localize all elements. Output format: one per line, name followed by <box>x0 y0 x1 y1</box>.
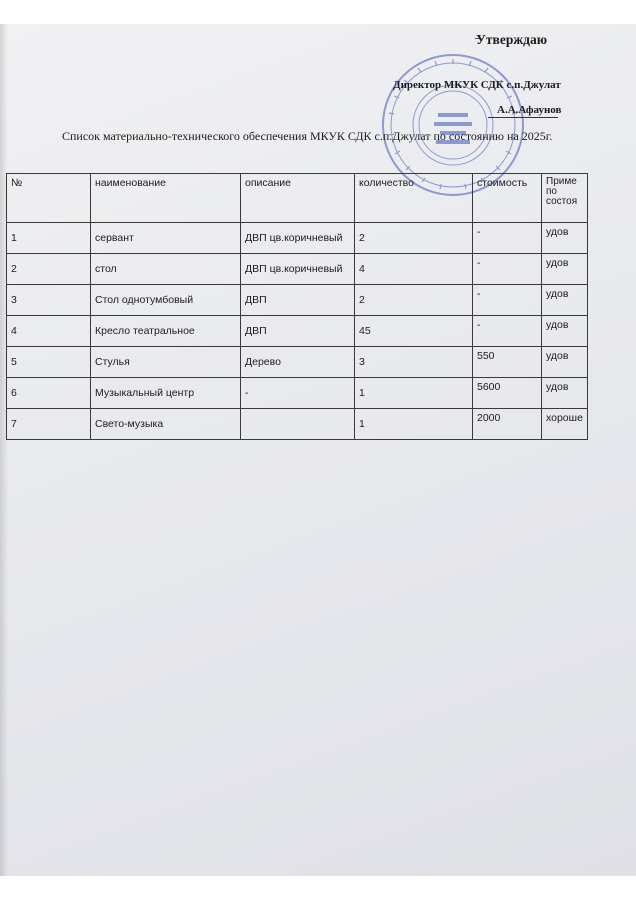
cell-name: Свето-музыка <box>91 409 241 440</box>
table-header-row <box>7 174 588 223</box>
cell-description: - <box>241 378 355 409</box>
header-note-line: по <box>546 186 557 197</box>
table-row <box>7 285 588 316</box>
cell-number: 7 <box>7 409 91 440</box>
header-note-line: состоя <box>546 196 578 207</box>
header-name: наименование <box>91 174 241 223</box>
cell-quantity: 3 <box>355 347 473 378</box>
table-row <box>7 347 588 378</box>
cell-quantity: 45 <box>355 316 473 347</box>
cell-name: стол <box>91 254 241 285</box>
cell-note: удов <box>542 378 588 409</box>
signature-name: А.А.Афаунов <box>497 104 562 116</box>
cell-number: 1 <box>7 223 91 254</box>
cell-cost: - <box>473 316 542 347</box>
cell-description: ДВП <box>241 316 355 347</box>
header-cost: стоимость <box>473 174 542 223</box>
cell-number: 6 <box>7 378 91 409</box>
header-note <box>542 174 588 223</box>
cell-note: удов <box>542 347 588 378</box>
cell-number: 3 <box>7 285 91 316</box>
director-line: Директор МКУК СДК с.п.Джулат <box>393 79 561 91</box>
cell-description: ДВП цв.коричневый <box>241 254 355 285</box>
cell-cost: 5600 <box>473 378 542 409</box>
table-row <box>7 254 588 285</box>
cell-name: сервант <box>91 223 241 254</box>
cell-cost: 2000 <box>473 409 542 440</box>
inventory-table <box>6 173 588 440</box>
cell-name: Музыкальный центр <box>91 378 241 409</box>
cell-note: хороше <box>542 409 588 440</box>
table-row <box>7 223 588 254</box>
cell-quantity: 4 <box>355 254 473 285</box>
cell-quantity: 1 <box>355 409 473 440</box>
cell-number: 5 <box>7 347 91 378</box>
page-shadow <box>0 24 8 876</box>
cell-description: Дерево <box>241 347 355 378</box>
cell-number: 2 <box>7 254 91 285</box>
table-row <box>7 378 588 409</box>
cell-quantity: 2 <box>355 223 473 254</box>
approval-title: Утверждаю <box>476 32 548 47</box>
header-description: описание <box>241 174 355 223</box>
table-row <box>7 316 588 347</box>
cell-cost: 550 <box>473 347 542 378</box>
header-note-line: Приме <box>546 176 577 187</box>
bottom-margin <box>0 876 636 900</box>
cell-quantity: 2 <box>355 285 473 316</box>
cell-quantity: 1 <box>355 378 473 409</box>
cell-description: ДВП цв.коричневый <box>241 223 355 254</box>
cell-name: Стулья <box>91 347 241 378</box>
cell-description: ДВП <box>241 285 355 316</box>
cell-note: удов <box>542 285 588 316</box>
cell-cost: - <box>473 285 542 316</box>
cell-note: удов <box>542 254 588 285</box>
cell-name: Кресло театральное <box>91 316 241 347</box>
cell-cost: - <box>473 223 542 254</box>
cell-name: Стол однотумбовый <box>91 285 241 316</box>
document-photo <box>0 24 636 876</box>
table-row <box>7 409 588 440</box>
cell-number: 4 <box>7 316 91 347</box>
cell-note: удов <box>542 316 588 347</box>
cell-cost: - <box>473 254 542 285</box>
document-title: Список материально-технического обеспечения МКУК СДК с.п.Джулат по состоянию на 2025г. <box>62 129 553 143</box>
cell-description <box>241 409 355 440</box>
cell-note: удов <box>542 223 588 254</box>
signature-line <box>488 117 558 118</box>
header-number: № <box>7 174 91 223</box>
header-quantity: количество <box>355 174 473 223</box>
